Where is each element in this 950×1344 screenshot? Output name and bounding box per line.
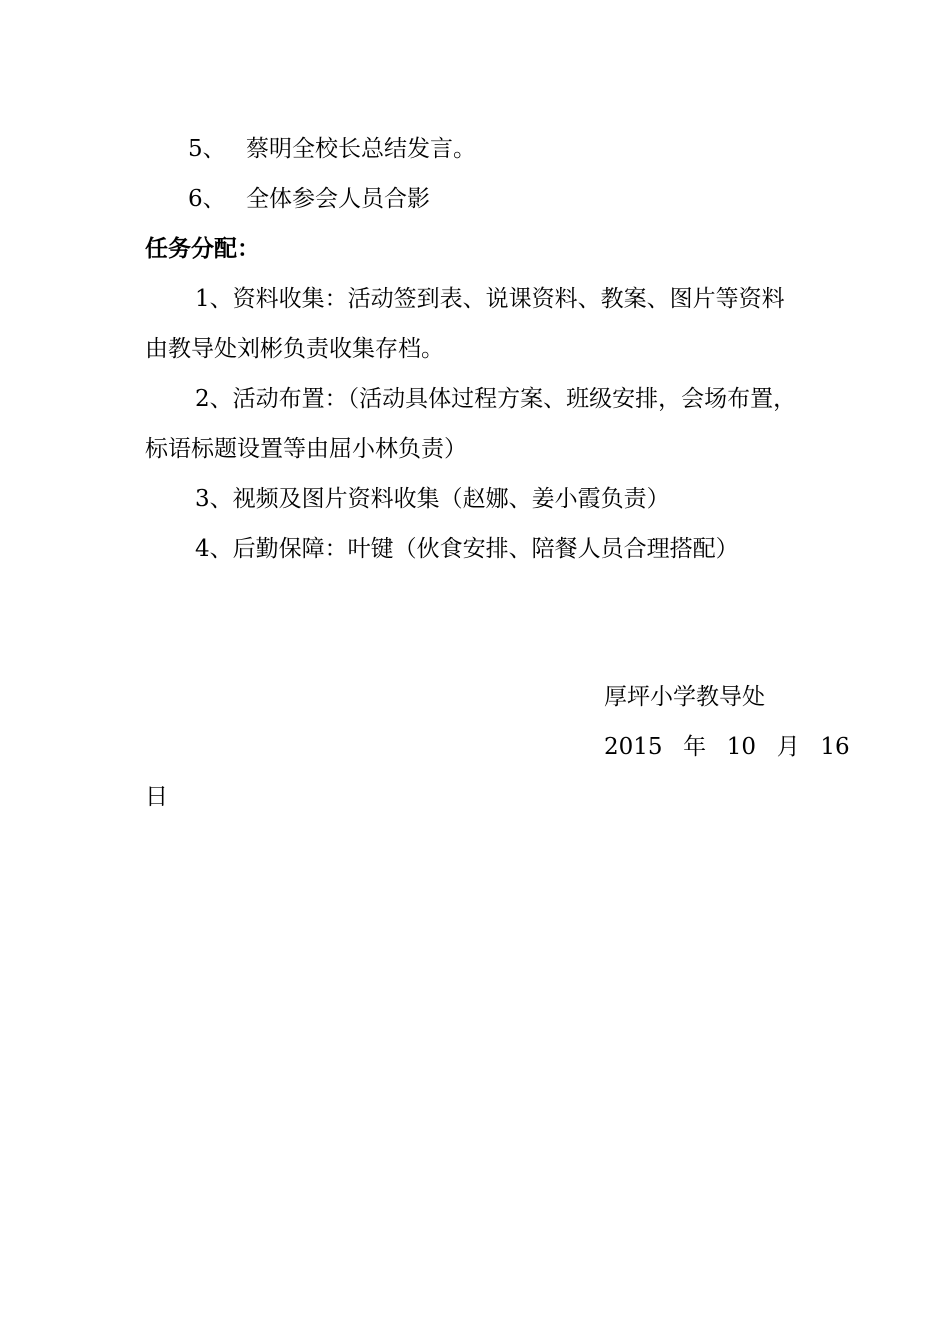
agenda-text: 全体参会人员合影 [246, 186, 430, 212]
signature-date [604, 732, 850, 762]
task-2-line-2: 标语标题设置等由屈小林负责） [145, 436, 467, 462]
date-day-unit: 日 [145, 784, 168, 810]
agenda-number: 6、 [188, 186, 226, 212]
signature-org: 厚坪小学教导处 [604, 684, 765, 710]
tasks-heading: 任务分配： [145, 236, 260, 262]
date-day: 16 [820, 734, 850, 760]
date-month-unit: 月 [776, 734, 800, 760]
agenda-item-5 [188, 134, 476, 164]
agenda-text: 蔡明全校长总结发言。 [246, 136, 476, 162]
task-2-line-1: 2、活动布置：（活动具体过程方案、班级安排，会场布置， [195, 386, 797, 412]
agenda-item-6 [188, 184, 430, 214]
task-4-line: 4、后勤保障：叶键（伙食安排、陪餐人员合理搭配） [195, 536, 739, 562]
date-year-unit: 年 [683, 734, 707, 760]
task-1-line-2: 由教导处刘彬负责收集存档。 [145, 336, 444, 362]
task-3-line: 3、视频及图片资料收集（赵娜、姜小霞负责） [195, 486, 670, 512]
task-1-line-1: 1、资料收集：活动签到表、说课资料、教案、图片等资料 [195, 286, 785, 312]
agenda-number: 5、 [188, 136, 226, 162]
date-year: 2015 [604, 734, 663, 760]
date-month: 10 [726, 734, 757, 760]
